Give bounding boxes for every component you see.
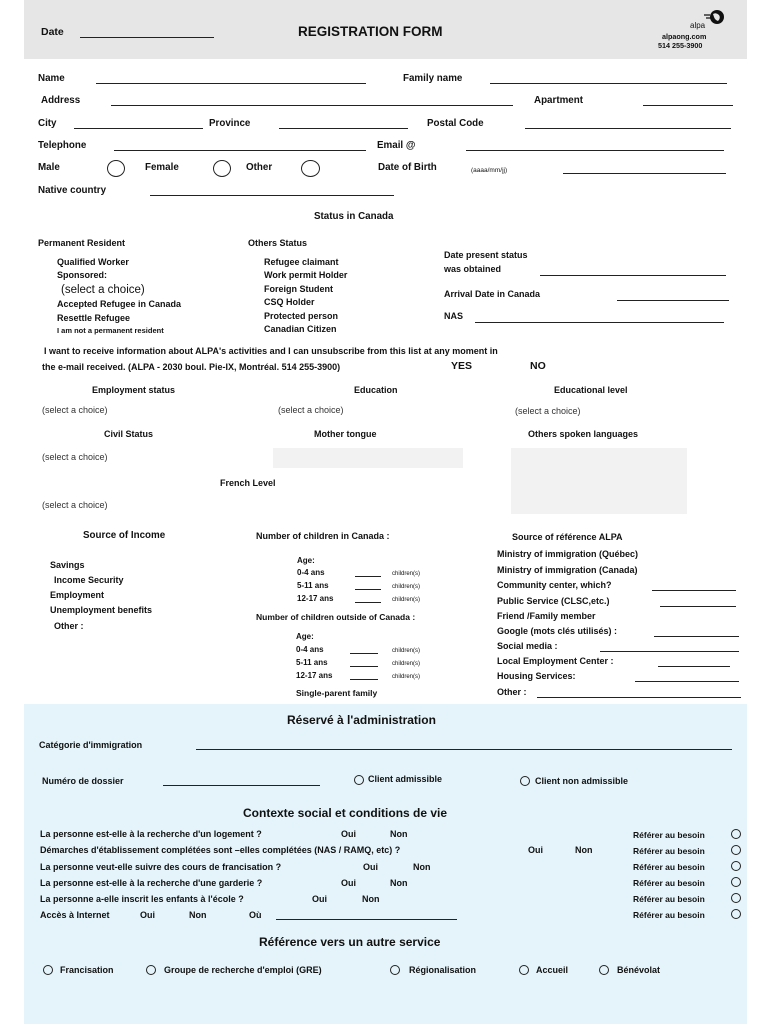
ref-social-media[interactable]: Social media : (497, 641, 558, 651)
refer-label-2: Référer au besoin (633, 846, 705, 856)
refer-radio-1[interactable] (731, 829, 741, 839)
canada-count-12-17[interactable] (355, 594, 381, 603)
email-label: Email @ (377, 140, 416, 151)
outside-range-5-11: 5-11 ans (296, 658, 328, 667)
ref-other[interactable]: Other : (497, 687, 527, 697)
refer-radio-4[interactable] (731, 877, 741, 887)
service-francisation: Francisation (60, 965, 114, 975)
children-in-canada-label: Number of children in Canada : (256, 531, 390, 541)
province-label: Province (209, 118, 251, 129)
others-status-label: Others Status (248, 238, 308, 248)
mother-tongue-label: Mother tongue (314, 429, 377, 439)
question-establishment: Démarches d'établissement complétées sont –elles complétées (NAS / RAMQ, etc) ? (40, 845, 401, 855)
male-label: Male (38, 162, 60, 173)
employment-status-select[interactable]: (select a choice) (42, 405, 108, 415)
arrival-date-field[interactable] (617, 290, 729, 301)
ref-public-service[interactable]: Public Service (CLSC,etc.) (497, 596, 610, 606)
question-housing: La personne est-elle à la recherche d'un logement ? (40, 829, 262, 839)
question-school-non[interactable]: Non (362, 894, 380, 904)
ref-community-center[interactable]: Community center, which? (497, 580, 612, 590)
question-internet-non[interactable]: Non (189, 910, 207, 920)
other-languages-field[interactable] (511, 448, 687, 514)
address-field[interactable] (111, 95, 513, 106)
apartment-field[interactable] (643, 95, 733, 106)
service-benevolat: Bénévolat (617, 965, 661, 975)
female-label: Female (145, 162, 179, 173)
family-name-label: Family name (403, 73, 463, 84)
website: alpaong.com (662, 32, 707, 41)
question-housing-oui[interactable]: Oui (341, 829, 356, 839)
canada-range-0-4: 0-4 ans (297, 568, 325, 577)
question-internet: Accès à Internet (40, 910, 110, 920)
internet-where-field[interactable] (276, 911, 457, 920)
other-languages-label: Others spoken languages (528, 429, 639, 439)
ref-housing-field[interactable] (635, 673, 739, 682)
telephone-label: Telephone (38, 140, 87, 151)
canada-unit-0-4: children(s) (392, 571, 421, 577)
address-label: Address (41, 95, 81, 106)
os-work-permit[interactable]: Work permit Holder (264, 270, 348, 280)
refer-radio-3[interactable] (731, 861, 741, 871)
city-field[interactable] (74, 118, 203, 129)
date-label: Date (41, 26, 64, 38)
educational-level-select[interactable]: (select a choice) (515, 406, 581, 416)
ref-housing[interactable]: Housing Services: (497, 671, 576, 681)
date-present-status-field[interactable] (540, 265, 726, 276)
ref-google-field[interactable] (654, 628, 739, 637)
ref-google[interactable]: Google (mots clés utilisés) : (497, 626, 618, 636)
question-daycare: La personne est-elle à la recherche d'une garderie ? (40, 878, 263, 888)
canada-count-0-4[interactable] (355, 568, 381, 577)
refer-label-5: Référer au besoin (633, 894, 705, 904)
consent-no[interactable]: NO (530, 360, 546, 372)
outside-unit-5-11: children(s) (392, 661, 421, 667)
question-francisation: La personne veut-elle suivre des cours de francisation ? (40, 862, 282, 872)
outside-unit-12-17: children(s) (392, 674, 421, 680)
native-country-label: Native country (38, 185, 107, 196)
income-security[interactable]: Income Security (54, 575, 124, 585)
employment-status-label: Employment status (92, 385, 176, 395)
outside-range-0-4: 0-4 ans (296, 645, 324, 654)
question-francisation-oui[interactable]: Oui (363, 862, 378, 872)
name-label: Name (38, 73, 65, 84)
pr-resettle-refugee[interactable]: Resettle Refugee (57, 313, 131, 323)
os-foreign-student[interactable]: Foreign Student (264, 284, 333, 294)
not-admissible-label: Client non admissible (535, 776, 629, 786)
ref-local-employment[interactable]: Local Employment Center : (497, 656, 614, 666)
other-label: Other (246, 162, 273, 173)
refer-label-4: Référer au besoin (633, 878, 705, 888)
income-employment[interactable]: Employment (50, 590, 105, 600)
ref-immigration-quebec[interactable]: Ministry of immigration (Québec) (497, 549, 639, 559)
other-service-title: Référence vers un autre service (259, 935, 441, 949)
canada-count-5-11[interactable] (355, 581, 381, 590)
reference-title: Source of référence ALPA (512, 532, 623, 542)
outside-range-12-17: 12-17 ans (296, 671, 333, 680)
refer-radio-2[interactable] (731, 845, 741, 855)
outside-count-5-11[interactable] (350, 658, 378, 667)
gre-radio[interactable] (146, 965, 156, 975)
income-unemployment[interactable]: Unemployment benefits (50, 605, 153, 615)
postal-code-field[interactable] (525, 118, 731, 129)
age-label-1: Age: (297, 556, 315, 565)
female-radio[interactable] (213, 160, 231, 177)
dob-field[interactable] (563, 163, 726, 174)
telephone-field[interactable] (114, 140, 366, 151)
nas-field[interactable] (475, 312, 724, 323)
ref-public-service-field[interactable] (660, 598, 736, 607)
ref-social-media-field[interactable] (600, 643, 739, 652)
sponsored-select[interactable]: (select a choice) (61, 284, 145, 296)
ref-immigration-canada[interactable]: Ministry of immigration (Canada) (497, 565, 638, 575)
email-field[interactable] (466, 140, 724, 151)
ref-community-center-field[interactable] (652, 582, 736, 591)
accueil-radio[interactable] (519, 965, 529, 975)
question-internet-ou: Où (249, 910, 262, 920)
consent-yes[interactable]: YES (451, 360, 473, 372)
consent-line-1: I want to receive information about ALPA's activities and I can unsubscribe from this list at any moment in (44, 346, 498, 356)
arrival-date-label: Arrival Date in Canada (444, 289, 541, 299)
francisation-radio[interactable] (43, 965, 53, 975)
phone: 514 255-3900 (658, 41, 703, 50)
postal-code-label: Postal Code (427, 118, 484, 129)
context-title: Contexte social et conditions de vie (243, 806, 448, 820)
outside-count-12-17[interactable] (350, 671, 378, 680)
date-field[interactable] (80, 27, 214, 38)
consent-line-2: the e-mail received. (ALPA - 2030 boul. Pie-IX, Montréal. 514 255-3900) (42, 362, 341, 372)
service-accueil: Accueil (536, 965, 569, 975)
education-select[interactable]: (select a choice) (278, 405, 344, 415)
civil-status-label: Civil Status (104, 429, 154, 439)
french-level-select[interactable]: (select a choice) (42, 500, 108, 510)
nas-label: NAS (444, 311, 464, 321)
immigration-category-field[interactable] (196, 741, 732, 750)
city-label: City (38, 118, 57, 129)
native-country-field[interactable] (150, 185, 394, 196)
income-other[interactable]: Other : (54, 621, 84, 631)
province-field[interactable] (279, 118, 408, 129)
question-establishment-oui[interactable]: Oui (528, 845, 543, 855)
date-present-status-label: Date present status (444, 250, 528, 260)
question-daycare-non[interactable]: Non (390, 878, 408, 888)
canada-unit-12-17: children(s) (392, 597, 421, 603)
question-establishment-non[interactable]: Non (575, 845, 593, 855)
pr-not-permanent[interactable]: I am not a permanent resident (57, 326, 164, 335)
apartment-label: Apartment (534, 95, 583, 106)
question-school: La personne a-elle inscrit les enfants à l'école ? (40, 894, 244, 904)
question-housing-non[interactable]: Non (390, 829, 408, 839)
other-radio[interactable] (301, 160, 320, 177)
male-radio[interactable] (107, 160, 125, 177)
regionalisation-radio[interactable] (390, 965, 400, 975)
question-daycare-oui[interactable]: Oui (341, 878, 356, 888)
permanent-resident-label: Permanent Resident (38, 238, 126, 248)
age-label-2: Age: (296, 632, 314, 641)
admissible-label: Client admissible (368, 774, 443, 784)
os-canadian-citizen[interactable]: Canadian Citizen (264, 324, 337, 334)
file-number-field[interactable] (163, 777, 320, 786)
admissible-radio[interactable] (354, 775, 364, 785)
refer-radio-5[interactable] (731, 893, 741, 903)
question-francisation-non[interactable]: Non (413, 862, 431, 872)
admin-title: Réservé à l'administration (287, 713, 436, 727)
os-refugee-claimant[interactable]: Refugee claimant (264, 257, 339, 267)
outside-count-0-4[interactable] (350, 645, 378, 654)
os-protected-person[interactable]: Protected person (264, 311, 339, 321)
canada-unit-5-11: children(s) (392, 584, 421, 590)
dob-label: Date of Birth (378, 162, 437, 173)
outside-unit-0-4: children(s) (392, 648, 421, 654)
ref-other-field[interactable] (537, 689, 741, 698)
pr-qualified-worker[interactable]: Qualified Worker (57, 257, 129, 267)
question-school-oui[interactable]: Oui (312, 894, 327, 904)
educational-level-label: Educational level (554, 385, 628, 395)
benevolat-radio[interactable] (599, 965, 609, 975)
os-csq-holder[interactable]: CSQ Holder (264, 297, 315, 307)
single-parent-label[interactable]: Single-parent family (296, 688, 378, 698)
was-obtained-label: was obtained (444, 264, 502, 274)
refer-radio-6[interactable] (731, 909, 741, 919)
children-outside-label: Number of children outside of Canada : (256, 612, 416, 622)
refer-label-6: Référer au besoin (633, 910, 705, 920)
income-savings[interactable]: Savings (50, 560, 85, 570)
service-regionalisation: Régionalisation (409, 965, 477, 975)
not-admissible-radio[interactable] (520, 776, 530, 786)
pr-accepted-refugee[interactable]: Accepted Refugee in Canada (57, 299, 182, 309)
logo-text: alpa (690, 21, 706, 30)
status-title: Status in Canada (314, 211, 394, 222)
income-title: Source of Income (83, 530, 166, 541)
question-internet-oui[interactable]: Oui (140, 910, 155, 920)
dob-format: (aaaa/mm/jj) (471, 167, 508, 174)
ref-friend-family[interactable]: Friend /Family member (497, 611, 596, 621)
family-name-field[interactable] (490, 73, 727, 84)
ref-local-employment-field[interactable] (658, 658, 730, 667)
name-field[interactable] (96, 73, 366, 84)
canada-range-12-17: 12-17 ans (297, 594, 334, 603)
mother-tongue-field[interactable] (273, 448, 463, 468)
refer-label-3: Référer au besoin (633, 862, 705, 872)
refer-label-1: Référer au besoin (633, 830, 705, 840)
form-title: REGISTRATION FORM (298, 24, 443, 39)
civil-status-select[interactable]: (select a choice) (42, 452, 108, 462)
education-label: Education (354, 385, 398, 395)
canada-range-5-11: 5-11 ans (297, 581, 329, 590)
immigration-category-label: Catégorie d'immigration (39, 740, 143, 750)
french-level-label: French Level (220, 478, 276, 488)
file-number-label: Numéro de dossier (42, 776, 124, 786)
pr-sponsored[interactable]: Sponsored: (57, 270, 108, 280)
service-gre: Groupe de recherche d'emploi (GRE) (164, 965, 322, 975)
